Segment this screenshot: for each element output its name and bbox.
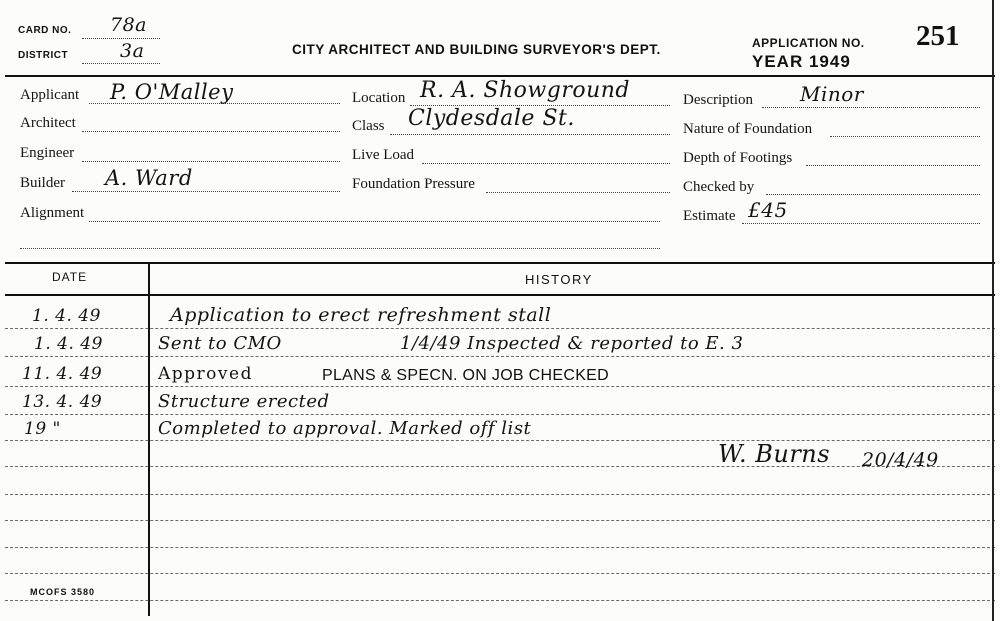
history-text: Application to erect refreshment stall xyxy=(170,304,552,326)
form-code: MCOFS 3580 xyxy=(30,587,96,597)
history-extra: 1/4/49 Inspected & reported to E. 3 xyxy=(400,333,744,354)
history-row xyxy=(0,392,1000,416)
history-date: 1. 4. 49 xyxy=(32,306,101,326)
description-value: Minor xyxy=(800,82,864,106)
year-label: YEAR 1949 xyxy=(752,52,851,71)
class-value: Clydesdale St. xyxy=(408,106,575,131)
card-no-value: 78a xyxy=(110,14,148,36)
history-row xyxy=(0,419,1000,443)
history-column-header: HISTORY xyxy=(525,272,593,287)
estimate-value: £45 xyxy=(748,198,788,222)
depth-of-footings-label: Depth of Footings xyxy=(683,150,793,166)
card-no-label: CARD NO. xyxy=(18,25,72,36)
history-date: 19 " xyxy=(24,419,61,439)
checked-by-label: Checked by xyxy=(683,179,755,195)
history-row xyxy=(0,364,1000,388)
history-date: 11. 4. 49 xyxy=(22,364,103,384)
signature-date: 20/4/49 xyxy=(862,449,939,471)
signature: W. Burns xyxy=(718,440,831,468)
location-label: Location xyxy=(352,90,406,106)
history-text: Approved xyxy=(158,364,253,384)
location-value: R. A. Showground xyxy=(420,78,631,103)
alignment-label: Alignment xyxy=(20,205,85,221)
history-row xyxy=(0,306,1000,330)
date-column-header: DATE xyxy=(52,270,88,284)
district-value: 3a xyxy=(120,40,145,62)
history-row xyxy=(0,334,1000,358)
architect-label: Architect xyxy=(20,115,76,131)
description-label: Description xyxy=(683,92,753,108)
plans-checked-stamp: PLANS & SPECN. ON JOB CHECKED xyxy=(322,367,609,384)
builder-label: Builder xyxy=(20,175,65,191)
foundation-pressure-label: Foundation Pressure xyxy=(352,176,475,192)
builder-value: A. Ward xyxy=(105,166,193,190)
district-label: DISTRICT xyxy=(18,50,69,61)
history-date: 13. 4. 49 xyxy=(22,392,103,412)
engineer-label: Engineer xyxy=(20,145,75,161)
nature-of-foundation-label: Nature of Foundation xyxy=(683,121,813,137)
application-label: APPLICATION NO. xyxy=(752,36,865,50)
history-text: Completed to approval. Marked off list xyxy=(158,418,532,439)
applicant-value: P. O'Malley xyxy=(110,80,234,104)
live-load-label: Live Load xyxy=(352,147,415,163)
history-text: Structure erected xyxy=(158,391,330,412)
history-top-rule xyxy=(5,262,995,264)
dept-title: CITY ARCHITECT AND BUILDING SURVEYOR'S DEPT. xyxy=(292,42,661,57)
history-date: 1. 4. 49 xyxy=(34,334,103,354)
header-rule xyxy=(5,75,995,77)
class-label: Class xyxy=(352,118,385,134)
history-header-rule xyxy=(5,294,995,296)
applicant-label: Applicant xyxy=(20,87,80,103)
application-number: 251 xyxy=(916,20,960,52)
history-text: Sent to CMO xyxy=(158,333,282,354)
card-right-edge xyxy=(992,0,994,621)
estimate-label: Estimate xyxy=(683,208,736,224)
